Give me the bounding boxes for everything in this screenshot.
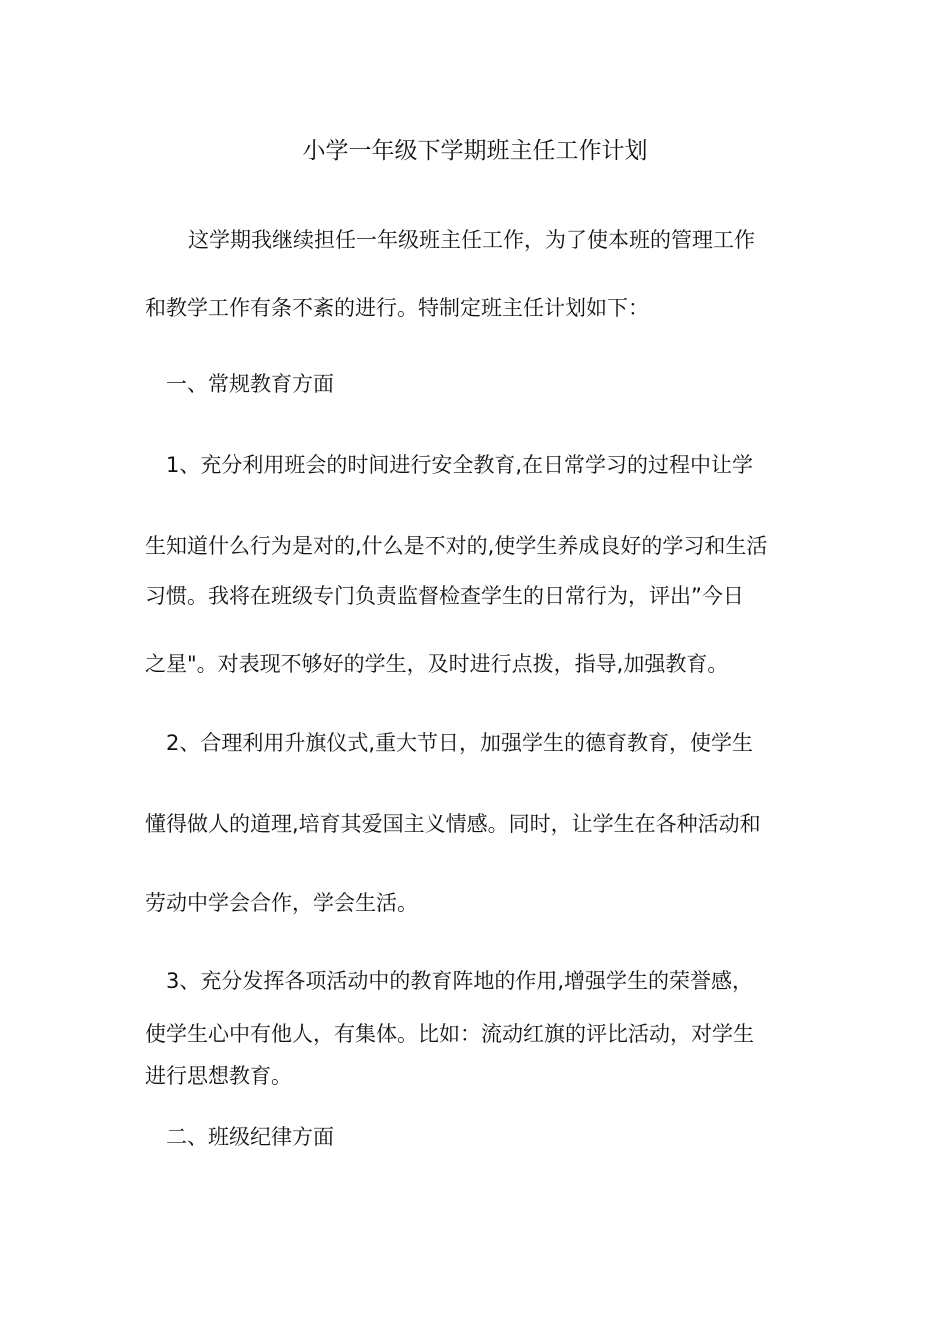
paragraph-line: 懂得做人的道理,培育其爱国主义情感。同时，让学生在各种活动和 — [145, 812, 761, 836]
paragraph-line: 3、充分发挥各项活动中的教育阵地的作用,增强学生的荣誉感， — [166, 969, 754, 993]
paragraph-line: 习惯。我将在班级专门负责监督检查学生的日常行为，评出”今日 — [145, 584, 744, 608]
paragraph-line: 劳动中学会合作，学会生活。 — [145, 891, 418, 915]
section-heading: 一、常规教育方面 — [166, 372, 334, 396]
paragraph-line: 2、合理利用升旗仪式,重大节日，加强学生的德育教育，使学生 — [166, 731, 754, 755]
section-heading: 二、班级纪律方面 — [166, 1125, 334, 1149]
paragraph-line: 进行思想教育。 — [145, 1064, 292, 1088]
document-title: 小学一年级下学期班主任工作计划 — [302, 138, 648, 164]
paragraph-line: 这学期我继续担任一年级班主任工作，为了使本班的管理工作 — [188, 228, 755, 252]
paragraph-line: 生知道什么行为是对的,什么是不对的,使学生养成良好的学习和生活 — [145, 534, 768, 558]
paragraph-line: 和教学工作有条不紊的进行。特制定班主任计划如下： — [145, 296, 649, 320]
paragraph-line: 1、充分利用班会的时间进行安全教育,在日常学习的过程中让学 — [166, 453, 754, 477]
paragraph-line: 使学生心中有他人，有集体。比如：流动红旗的评比活动，对学生 — [145, 1022, 754, 1046]
paragraph-line: 之星"。对表现不够好的学生，及时进行点拨，指导,加强教育。 — [145, 652, 729, 676]
